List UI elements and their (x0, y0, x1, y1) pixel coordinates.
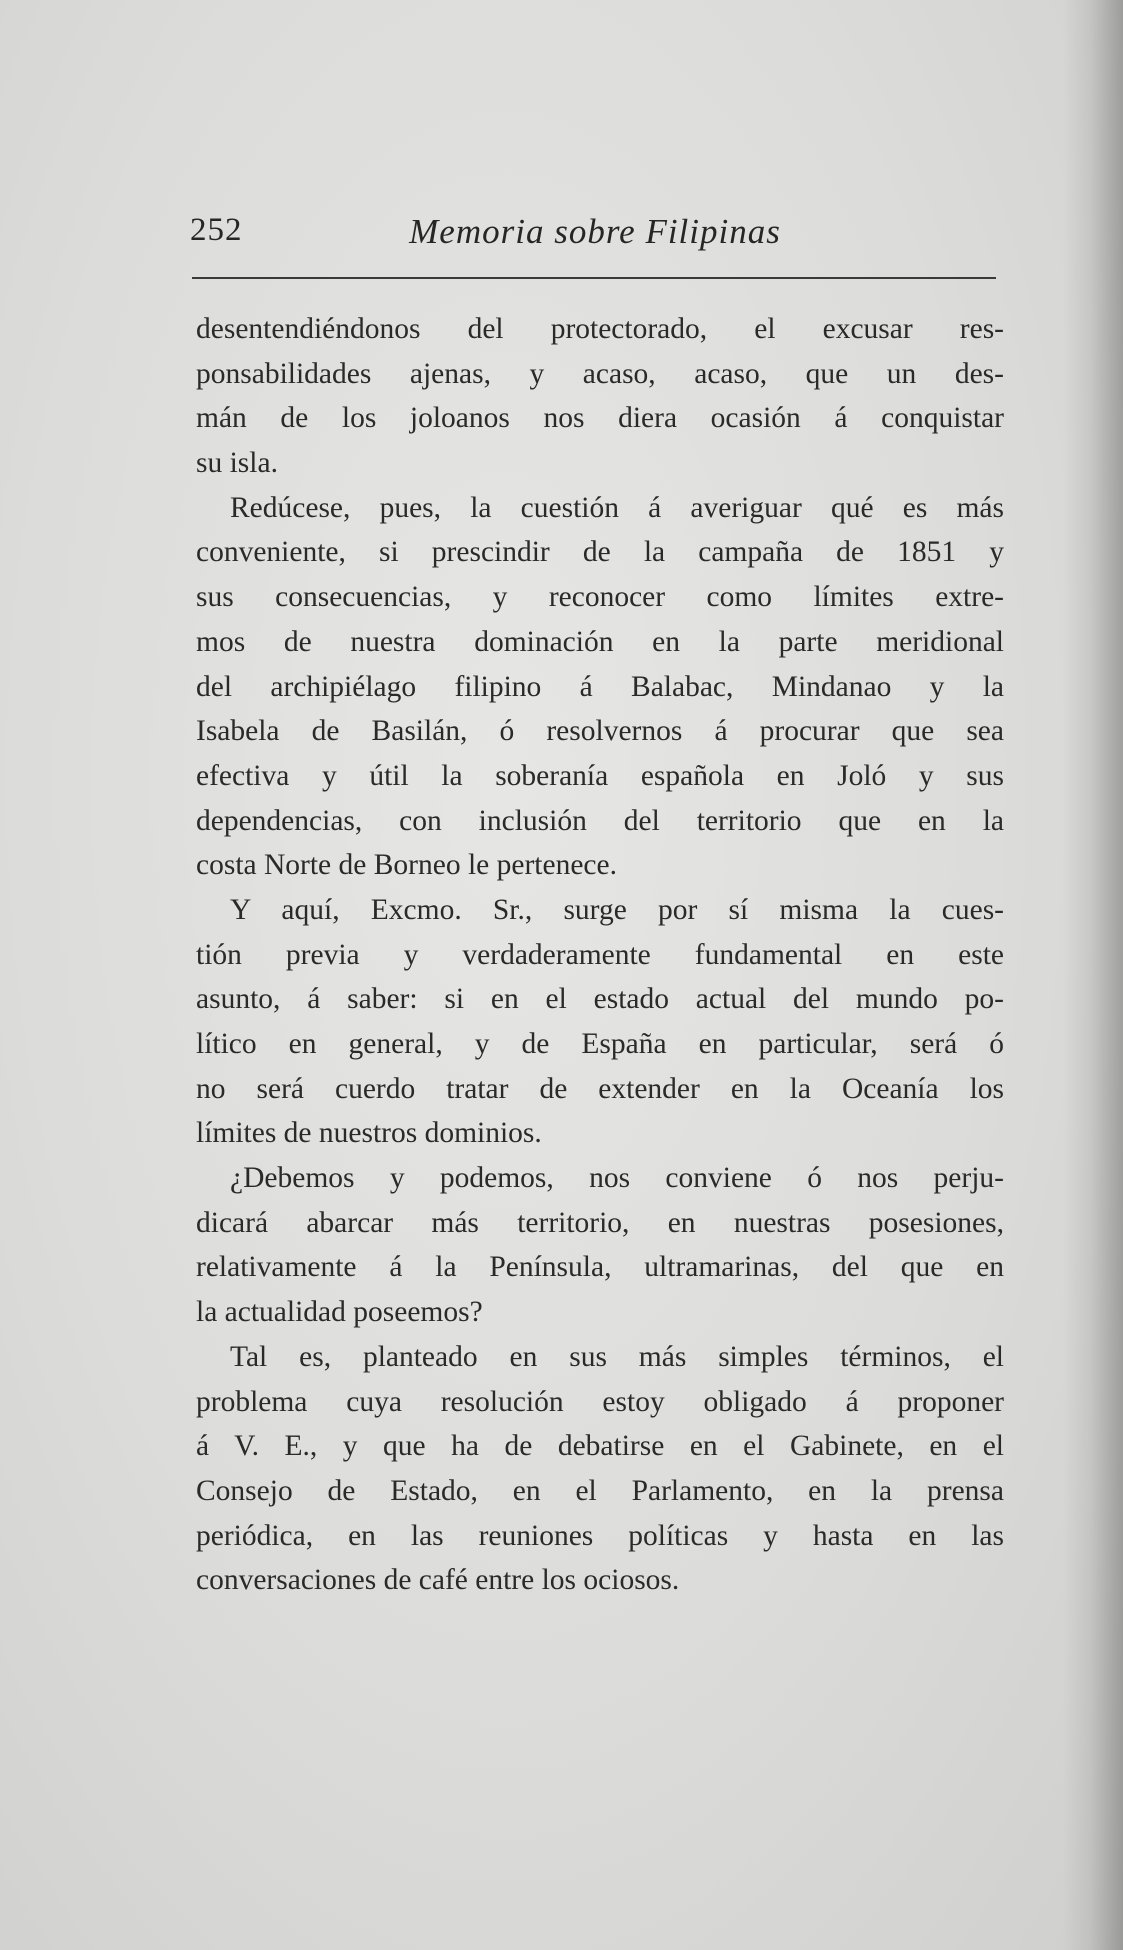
text-line: dependencias, con inclusión del territorio que en la (196, 804, 1004, 837)
text-line: efectiva y útil la soberanía española en Joló y sus (196, 759, 1004, 792)
text-line: á V. E., y que ha de debatirse en el Gabinete, en el (196, 1430, 1004, 1463)
text-line: tión previa y verdaderamente fundamental en este (196, 938, 1004, 971)
text-line: dicará abarcar más territorio, en nuestras posesiones, (196, 1206, 1004, 1239)
text-line: su isla. (196, 447, 278, 480)
text-line: conveniente, si prescindir de la campaña de 1851 y (196, 536, 1004, 569)
text-line: lítico en general, y de España en particular, será ó (196, 1028, 1004, 1060)
text-line: Isabela de Basilán, ó resolvernos á procurar que sea (196, 715, 1004, 748)
text-line: Redúcese, pues, la cuestión á averiguar qué es más (230, 491, 1004, 524)
text-line: ¿Debemos y podemos, nos conviene ó nos perju- (230, 1162, 1004, 1195)
text-line: límites de nuestros dominios. (196, 1117, 542, 1150)
text-line: desentendiéndonos del protectorado, el excusar res- (196, 313, 1004, 345)
page-header (190, 212, 1000, 258)
header-rule (192, 277, 996, 279)
text-line: no será cuerdo tratar de extender en la Oceanía los (196, 1072, 1004, 1105)
text-line: del archipiélago filipino á Balabac, Mindanao y la (196, 670, 1004, 703)
text-line: asunto, á saber: si en el estado actual del mundo po- (196, 983, 1004, 1016)
body-text (196, 307, 1004, 1603)
text-line: conversaciones de café entre los ociosos. (196, 1564, 680, 1597)
text-line: Consejo de Estado, en el Parlamento, en la prensa (196, 1474, 1004, 1507)
text-line: ponsabilidades ajenas, y acaso, acaso, que un des- (196, 357, 1004, 390)
text-line: relativamente á la Península, ultramarinas, del que en (196, 1251, 1004, 1284)
text-line: mos de nuestra dominación en la parte meridional (196, 625, 1004, 658)
page-edge-shadow (1063, 0, 1123, 1950)
running-title: Memoria sobre Filipinas (409, 212, 781, 251)
text-line: problema cuya resolución estoy obligado á proponer (196, 1385, 1004, 1418)
page-number: 252 (190, 212, 243, 248)
text-line: Tal es, planteado en sus más simples términos, el (230, 1340, 1004, 1373)
text-line: la actualidad poseemos? (196, 1296, 483, 1329)
text-line: sus consecuencias, y reconocer como límites extre- (196, 581, 1004, 614)
text-line: periódica, en las reuniones políticas y hasta en las (196, 1519, 1004, 1552)
text-line: mán de los joloanos nos diera ocasión á conquistar (196, 402, 1004, 435)
text-line: Y aquí, Excmo. Sr., surge por sí misma la cues- (230, 893, 1004, 926)
text-line: costa Norte de Borneo le pertenece. (196, 849, 617, 882)
